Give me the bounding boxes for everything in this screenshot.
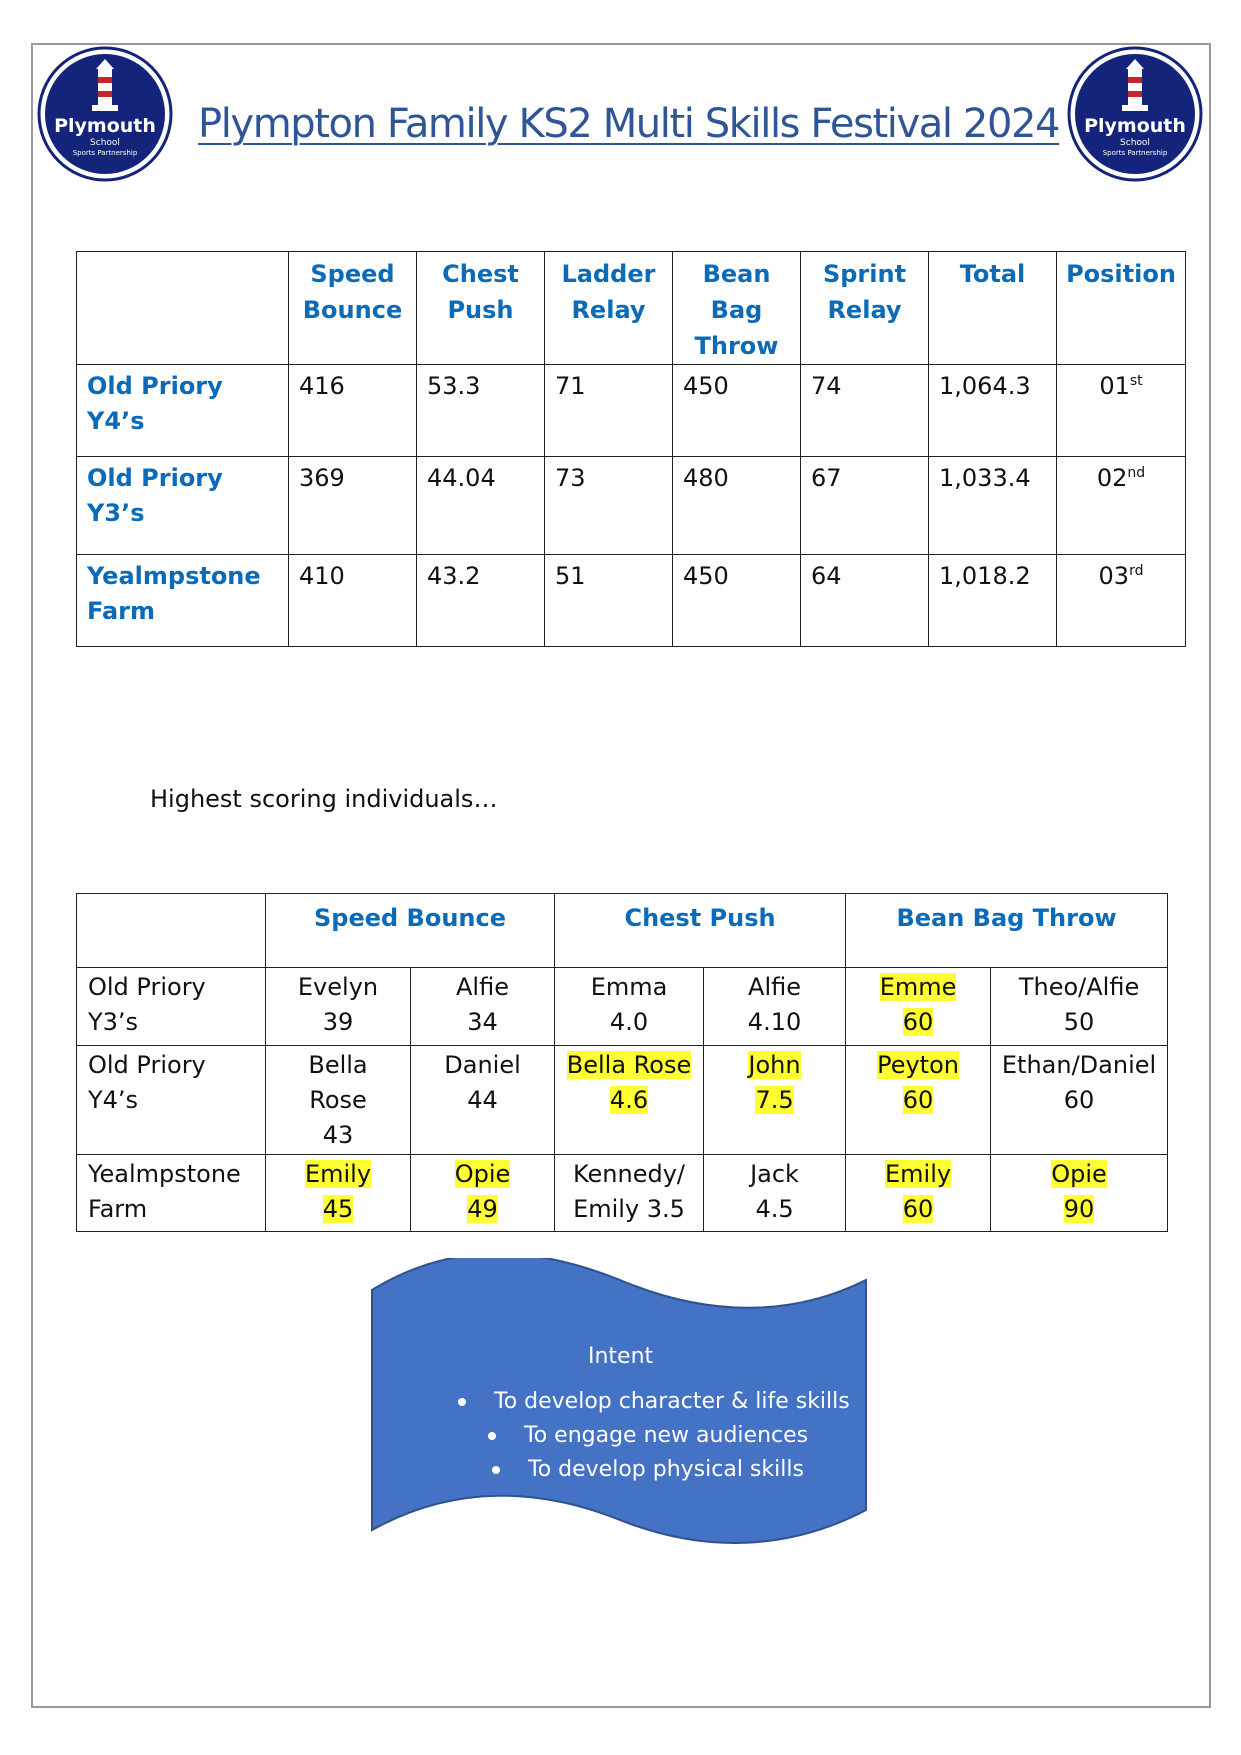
svg-text:Plymouth: Plymouth bbox=[1084, 115, 1186, 137]
athlete-name: Alfie bbox=[748, 973, 801, 1001]
school-name: Yealmpstone Farm bbox=[77, 555, 289, 647]
header-ladder-relay: Ladder Relay bbox=[545, 252, 673, 365]
athlete-name: Emily bbox=[304, 1160, 372, 1188]
svg-text:School: School bbox=[90, 138, 120, 148]
athlete-score: 44 bbox=[467, 1086, 498, 1114]
individual-cell bbox=[266, 1046, 411, 1155]
individual-cell bbox=[411, 1046, 555, 1155]
athlete-name: Peyton bbox=[877, 1051, 959, 1079]
athlete-score: 90 bbox=[1063, 1195, 1095, 1223]
table-row bbox=[77, 968, 1168, 1046]
athlete-score: 60 bbox=[902, 1086, 934, 1114]
list-item bbox=[492, 1457, 804, 1482]
chest-push-score: 53.3 bbox=[417, 365, 545, 457]
chest-push-score: 43.2 bbox=[417, 555, 545, 647]
bullet-icon bbox=[488, 1432, 496, 1440]
table-row bbox=[77, 555, 1186, 647]
plymouth-logo-left bbox=[36, 45, 174, 183]
position-value: 03 bbox=[1098, 562, 1130, 590]
total-score: 1,018.2 bbox=[929, 555, 1057, 647]
total-score: 1,064.3 bbox=[929, 365, 1057, 457]
position-suffix: st bbox=[1129, 373, 1143, 389]
page-title: Plympton Family KS2 Multi Skills Festival 2024 bbox=[198, 101, 1060, 147]
table-row bbox=[77, 457, 1186, 555]
plymouth-logo-right bbox=[1066, 45, 1204, 183]
sprint-relay-score: 64 bbox=[801, 555, 929, 647]
intent-title: Intent bbox=[588, 1344, 654, 1369]
individual-cell bbox=[411, 968, 555, 1046]
athlete-score: 4.0 bbox=[609, 1008, 649, 1036]
position-suffix: nd bbox=[1127, 465, 1146, 481]
athlete-score: 7.5 bbox=[755, 1086, 794, 1114]
individual-cell bbox=[846, 968, 991, 1046]
athlete-score: 50 bbox=[1063, 1008, 1095, 1036]
school-name: Old Priory Y3’s bbox=[77, 457, 289, 555]
results-header-row bbox=[77, 252, 1186, 365]
athlete-name: Theo/Alfie bbox=[1018, 973, 1140, 1001]
position-cell bbox=[1057, 457, 1186, 555]
athlete-name-line2: Rose bbox=[309, 1086, 367, 1114]
school-name bbox=[77, 1155, 266, 1232]
table-row bbox=[77, 1046, 1168, 1155]
header-position: Position bbox=[1057, 252, 1186, 365]
athlete-score: 60 bbox=[902, 1008, 934, 1036]
ladder-relay-score: 73 bbox=[545, 457, 673, 555]
bean-bag-throw-score: 450 bbox=[673, 365, 801, 457]
svg-text:School: School bbox=[1120, 138, 1150, 148]
chest-push-score: 44.04 bbox=[417, 457, 545, 555]
athlete-score: Emily 3.5 bbox=[573, 1195, 685, 1223]
header-sprint-relay: Sprint Relay bbox=[801, 252, 929, 365]
athlete-name: Kennedy/ bbox=[573, 1160, 686, 1188]
results-table bbox=[76, 251, 1186, 647]
svg-text:Sports Partnership: Sports Partnership bbox=[72, 149, 138, 157]
position-cell bbox=[1057, 555, 1186, 647]
header-cell-empty bbox=[77, 252, 289, 365]
speed-bounce-score: 416 bbox=[289, 365, 417, 457]
individual-cell bbox=[266, 1155, 411, 1232]
header-speed-bounce: Speed Bounce bbox=[266, 894, 555, 968]
athlete-score: 49 bbox=[467, 1195, 498, 1223]
position-value: 01 bbox=[1099, 372, 1130, 400]
header-bean-bag-throw: Bean Bag Throw bbox=[846, 894, 1168, 968]
athlete-name: John bbox=[748, 1051, 801, 1079]
school-line2: Y3’s bbox=[88, 1008, 139, 1036]
athlete-score: 60 bbox=[1063, 1086, 1095, 1114]
header-chest-push: Chest Push bbox=[417, 252, 545, 365]
athlete-name: Emily bbox=[884, 1160, 952, 1188]
school-name: Old Priory Y4’s bbox=[77, 365, 289, 457]
bean-bag-throw-score: 450 bbox=[673, 555, 801, 647]
athlete-score: 60 bbox=[902, 1195, 934, 1223]
individuals-heading: Highest scoring individuals… bbox=[150, 785, 498, 813]
header-speed-bounce: Speed Bounce bbox=[289, 252, 417, 365]
individual-cell bbox=[704, 1046, 846, 1155]
athlete-name: Daniel bbox=[444, 1051, 521, 1079]
bullet-icon bbox=[458, 1398, 466, 1406]
intent-banner-content bbox=[370, 1258, 868, 1544]
school-line1: Old Priory bbox=[88, 1051, 206, 1079]
table-row bbox=[77, 1155, 1168, 1232]
school-name bbox=[77, 968, 266, 1046]
school-line1: Yealmpstone bbox=[88, 1160, 241, 1188]
athlete-score: 43 bbox=[322, 1121, 354, 1149]
table-row bbox=[77, 365, 1186, 457]
athlete-score: 4.5 bbox=[755, 1195, 794, 1223]
svg-text:Sports Partnership: Sports Partnership bbox=[1102, 149, 1168, 157]
intent-item-text: To engage new audiences bbox=[524, 1423, 809, 1448]
sprint-relay-score: 74 bbox=[801, 365, 929, 457]
header-bean-bag-throw: Bean Bag Throw bbox=[673, 252, 801, 365]
athlete-name: Bella Rose bbox=[566, 1051, 692, 1079]
athlete-score: 39 bbox=[322, 1008, 354, 1036]
individual-cell bbox=[846, 1155, 991, 1232]
individual-cell bbox=[555, 1155, 704, 1232]
individuals-header-row bbox=[77, 894, 1168, 968]
position-cell bbox=[1057, 365, 1186, 457]
list-item bbox=[488, 1423, 808, 1448]
athlete-name: Opie bbox=[454, 1160, 511, 1188]
speed-bounce-score: 369 bbox=[289, 457, 417, 555]
athlete-name: Opie bbox=[1051, 1160, 1107, 1188]
svg-text:Plymouth: Plymouth bbox=[54, 115, 156, 137]
individuals-table bbox=[76, 893, 1168, 1232]
bullet-icon bbox=[492, 1466, 500, 1474]
header-cell-empty bbox=[77, 894, 266, 968]
athlete-name: Jack bbox=[750, 1160, 799, 1188]
athlete-name: Bella bbox=[308, 1051, 368, 1079]
header-total: Total bbox=[929, 252, 1057, 365]
individual-cell bbox=[991, 968, 1168, 1046]
athlete-score: 4.10 bbox=[747, 1008, 802, 1036]
individual-cell bbox=[991, 1046, 1168, 1155]
speed-bounce-score: 410 bbox=[289, 555, 417, 647]
position-value: 02 bbox=[1096, 464, 1128, 492]
individual-cell bbox=[846, 1046, 991, 1155]
athlete-name: Emma bbox=[590, 973, 668, 1001]
intent-item-text: To develop physical skills bbox=[528, 1457, 804, 1482]
sprint-relay-score: 67 bbox=[801, 457, 929, 555]
athlete-name: Emme bbox=[879, 973, 957, 1001]
individual-cell bbox=[411, 1155, 555, 1232]
athlete-score: 4.6 bbox=[609, 1086, 649, 1114]
athlete-name: Ethan/Daniel bbox=[1001, 1051, 1157, 1079]
individual-cell bbox=[991, 1155, 1168, 1232]
athlete-name: Evelyn bbox=[297, 973, 379, 1001]
individual-cell bbox=[704, 968, 846, 1046]
school-line2: Farm bbox=[88, 1195, 148, 1223]
bean-bag-throw-score: 480 bbox=[673, 457, 801, 555]
header-chest-push: Chest Push bbox=[555, 894, 846, 968]
school-line1: Old Priory bbox=[88, 973, 206, 1001]
individual-cell bbox=[555, 1046, 704, 1155]
position-suffix: rd bbox=[1129, 563, 1144, 579]
school-line2: Y4’s bbox=[88, 1086, 139, 1114]
individual-cell bbox=[555, 968, 704, 1046]
school-name bbox=[77, 1046, 266, 1155]
athlete-score: 34 bbox=[467, 1008, 498, 1036]
intent-item-text: To develop character & life skills bbox=[494, 1389, 850, 1414]
individual-cell bbox=[704, 1155, 846, 1232]
list-item bbox=[458, 1389, 850, 1414]
individual-cell bbox=[266, 968, 411, 1046]
athlete-score: 45 bbox=[322, 1195, 354, 1223]
athlete-name: Alfie bbox=[456, 973, 509, 1001]
total-score: 1,033.4 bbox=[929, 457, 1057, 555]
ladder-relay-score: 71 bbox=[545, 365, 673, 457]
ladder-relay-score: 51 bbox=[545, 555, 673, 647]
